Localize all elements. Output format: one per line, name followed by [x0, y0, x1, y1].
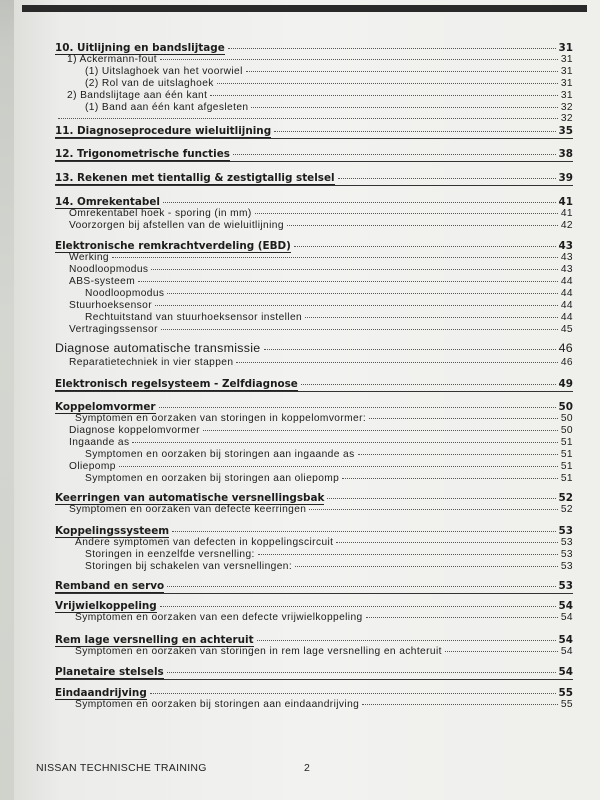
dot-leader	[445, 651, 558, 652]
toc-page-number: 52	[558, 492, 573, 504]
toc-page-number: 43	[560, 252, 573, 263]
toc-entry	[55, 378, 573, 391]
toc-page-number: 35	[558, 125, 573, 137]
toc-page-number: 50	[560, 425, 573, 436]
dot-leader	[161, 329, 558, 330]
toc-entry	[55, 341, 573, 355]
toc-page-number: 55	[560, 699, 573, 710]
dot-leader	[255, 213, 558, 214]
toc-entry-title: Vrijwielkoppeling	[55, 600, 157, 612]
toc-subentry	[69, 264, 573, 275]
dot-leader	[167, 672, 556, 673]
toc-subentry	[69, 461, 573, 472]
dot-leader	[159, 407, 556, 408]
toc-subentry	[69, 208, 573, 219]
toc-entry-title: 13. Rekenen met tientallig & zestigtallig stelsel	[55, 172, 335, 184]
toc-entry	[55, 125, 573, 138]
toc-subentry	[69, 437, 573, 448]
dot-leader	[167, 293, 557, 294]
dot-leader	[138, 281, 558, 282]
toc-entry-title: Elektronische remkrachtverdeling (EBD)	[55, 240, 291, 252]
toc-page-number: 50	[558, 401, 573, 413]
toc-page-number: 42	[560, 220, 573, 231]
dot-leader	[151, 269, 557, 270]
toc-entry-title: (1) Uitslaghoek van het voorwiel	[85, 66, 243, 77]
dot-leader	[358, 454, 558, 455]
toc-subentry	[69, 252, 573, 263]
toc-page-number: 44	[560, 300, 573, 311]
dot-leader	[342, 478, 558, 479]
dot-leader	[203, 430, 558, 431]
toc-subentry	[85, 78, 573, 89]
toc-subentry	[69, 425, 573, 436]
toc-entry-title: Symptomen en oorzaken van storingen in rem lage versnelling en achteruit	[75, 646, 442, 657]
dot-leader	[362, 704, 558, 705]
toc-entry-title: Storingen bij schakelen van versnellingen:	[85, 561, 293, 572]
toc-page-number: 45	[560, 324, 573, 335]
dot-leader	[58, 118, 558, 119]
toc-entry-title: Keerringen van automatische versnellingsbak	[55, 492, 325, 504]
toc-page-number: 55	[558, 687, 573, 699]
section-underline	[55, 161, 573, 162]
section-underline	[55, 185, 573, 186]
toc-entry-title: Koppelomvormer	[55, 401, 156, 413]
toc-entry-title: Diagnose koppelomvormer	[69, 425, 200, 436]
toc-entry-title: Oliepomp	[69, 461, 116, 472]
toc-subentry	[85, 66, 573, 77]
toc-page-number: 31	[560, 90, 573, 101]
toc-subentry	[85, 561, 573, 572]
toc-subentry	[69, 276, 573, 287]
toc-subentry	[69, 300, 573, 311]
toc-page-number: 31	[560, 54, 573, 65]
toc-page-number: 41	[558, 196, 573, 208]
dot-leader	[150, 693, 556, 694]
toc-entry-title: (1) Band aan één kant afgesleten	[85, 102, 249, 113]
dot-leader	[258, 554, 558, 555]
dot-leader	[172, 531, 555, 532]
toc-page-number: 50	[560, 413, 573, 424]
toc-entry-title: Planetaire stelsels	[55, 666, 164, 678]
toc-subentry	[75, 646, 573, 657]
dot-leader	[217, 83, 558, 84]
toc-entry-title: Noodloopmodus	[69, 264, 149, 275]
toc-entry-title: 10. Uitlijning en bandslijtage	[55, 42, 225, 54]
dot-leader	[336, 542, 557, 543]
toc-page-number: 39	[558, 172, 573, 184]
toc-subentry	[69, 357, 573, 368]
dot-leader	[132, 442, 557, 443]
toc-subentry	[85, 288, 573, 299]
toc-subentry	[85, 449, 573, 460]
dot-leader	[257, 640, 556, 641]
toc-page-number: 53	[558, 580, 573, 592]
toc-entry-title: Ingaande as	[69, 437, 130, 448]
toc-entry-title: Reparatietechniek in vier stappen	[69, 357, 234, 368]
toc-page-number: 31	[558, 42, 573, 54]
dot-leader	[264, 349, 556, 350]
toc-entry-title: Symptomen en oorzaken bij storingen aan eindaandrijving	[75, 699, 360, 710]
dot-leader	[163, 202, 556, 203]
toc-entry-title: 14. Omrekentabel	[55, 196, 160, 208]
toc-entry-title: 12. Trigonometrische functies	[55, 148, 230, 160]
dot-leader	[167, 586, 555, 587]
toc-subentry	[75, 413, 573, 424]
toc-page-number: 54	[560, 646, 573, 657]
toc-subentry	[67, 90, 573, 101]
toc-page-number: 44	[560, 288, 573, 299]
toc-entry-title: Remband en servo	[55, 580, 165, 592]
dot-leader	[251, 107, 557, 108]
toc-entry-title: (2) Rol van de uitslaghoek	[85, 78, 214, 89]
toc-entry-title: Rem lage versnelling en achteruit	[55, 634, 254, 646]
dot-leader	[274, 131, 555, 132]
toc-page-number: 51	[560, 449, 573, 460]
toc-entry-title: Voorzorgen bij afstellen van de wieluitlijning	[69, 220, 284, 231]
toc-page-number: 54	[560, 612, 573, 623]
dot-leader	[295, 566, 558, 567]
toc-page-number: 51	[560, 461, 573, 472]
toc-entry	[55, 580, 573, 593]
toc-page-number: 54	[558, 666, 573, 678]
dot-leader	[236, 362, 557, 363]
dot-leader	[294, 246, 556, 247]
toc-entry-title: Andere symptomen van defecten in koppelingscircuit	[75, 537, 334, 548]
toc-page-number: 54	[558, 634, 573, 646]
toc-entry	[55, 148, 573, 161]
toc-entry	[55, 666, 573, 679]
toc-entry-title: 2) Bandslijtage aan één kant	[67, 90, 208, 101]
toc-page-number: 53	[560, 549, 573, 560]
section-underline	[55, 679, 573, 680]
footer-text: NISSAN TECHNISCHE TRAINING	[36, 762, 207, 774]
toc-page-number: 44	[560, 276, 573, 287]
header-bar	[22, 5, 587, 12]
toc-entry-title: Rechtuitstand van stuurhoeksensor instellen	[85, 312, 303, 323]
toc-subentry	[69, 220, 573, 231]
toc-page-number: 31	[560, 78, 573, 89]
dot-leader	[246, 71, 558, 72]
toc-subentry	[85, 473, 573, 484]
toc-entry-title: 11. Diagnoseprocedure wieluitlijning	[55, 125, 272, 137]
toc-entry-title: Symptomen en oorzaken van een defecte vrijwielkoppeling	[75, 612, 363, 623]
dot-leader	[309, 509, 558, 510]
toc-subentry	[85, 102, 573, 113]
dot-leader	[233, 154, 556, 155]
dot-leader	[366, 617, 558, 618]
toc-page-number: 43	[558, 240, 573, 252]
toc-page-number: 31	[560, 66, 573, 77]
toc-page-number: 38	[558, 148, 573, 160]
toc-entry-title: Diagnose automatische transmissie	[55, 341, 261, 355]
section-underline	[55, 391, 573, 392]
toc-page-number: 44	[560, 312, 573, 323]
toc-page-number: 46	[560, 357, 573, 368]
toc-page-number: 54	[558, 600, 573, 612]
toc-entry-title: Symptomen en oorzaken van defecte keerringen	[69, 504, 307, 515]
toc-page-number: 32	[560, 102, 573, 113]
dot-leader	[287, 225, 558, 226]
toc-subentry	[69, 324, 573, 335]
dot-leader	[305, 317, 558, 318]
toc-entry-title: Symptomen en oorzaken bij storingen aan ingaande as	[85, 449, 355, 460]
dot-leader	[369, 418, 558, 419]
toc-page-number: 32	[560, 113, 573, 124]
toc-subentry	[75, 537, 573, 548]
dot-leader	[301, 384, 556, 385]
dot-leader	[160, 606, 556, 607]
toc-subentry	[85, 312, 573, 323]
dot-leader	[228, 48, 556, 49]
toc-subentry	[67, 54, 573, 65]
toc-subentry	[55, 113, 573, 124]
toc-entry-title: Noodloopmodus	[85, 288, 165, 299]
toc-entry-title: Eindaandrijving	[55, 687, 147, 699]
toc-entry-title: Werking	[69, 252, 109, 263]
toc-page-number: 46	[558, 341, 573, 355]
toc-subentry	[75, 699, 573, 710]
toc-page-number: 53	[558, 525, 573, 537]
toc-subentry	[69, 504, 573, 515]
toc-entry-title: 1) Ackermann-fout	[67, 54, 158, 65]
toc-page-number: 53	[560, 537, 573, 548]
dot-leader	[210, 95, 558, 96]
toc-entry-title: Symptomen en oorzaken bij storingen aan oliepomp	[85, 473, 340, 484]
footer-page-number: 2	[304, 762, 310, 774]
dot-leader	[112, 257, 558, 258]
section-underline	[55, 593, 573, 594]
toc-page-number: 49	[558, 378, 573, 390]
toc-entry-title: Stuurhoeksensor	[69, 300, 153, 311]
toc-entry-title: Storingen in eenzelfde versnelling:	[85, 549, 255, 560]
toc-entry-title: ABS-systeem	[69, 276, 136, 287]
toc-page-number: 51	[560, 473, 573, 484]
toc-subentry	[85, 549, 573, 560]
toc-entry-title: Koppelingssysteem	[55, 525, 170, 537]
dot-leader	[155, 305, 558, 306]
toc-entry-title: Elektronisch regelsysteem - Zelfdiagnose	[55, 378, 298, 390]
toc-entry-title: Symptomen en oorzaken van storingen in koppelomvormer:	[75, 413, 367, 424]
dot-leader	[160, 59, 558, 60]
toc-page-number: 53	[560, 561, 573, 572]
toc-entry-title: Omrekentabel hoek - sporing (in mm)	[69, 208, 252, 219]
toc-page-number: 51	[560, 437, 573, 448]
dot-leader	[119, 466, 558, 467]
dot-leader	[338, 178, 556, 179]
section-underline	[55, 138, 573, 139]
toc-page-number: 43	[560, 264, 573, 275]
toc-subentry	[75, 612, 573, 623]
toc-entry	[55, 172, 573, 185]
dot-leader	[327, 498, 555, 499]
toc-page-number: 52	[560, 504, 573, 515]
toc-entry-title: Vertragingssensor	[69, 324, 158, 335]
toc-page-number: 41	[560, 208, 573, 219]
